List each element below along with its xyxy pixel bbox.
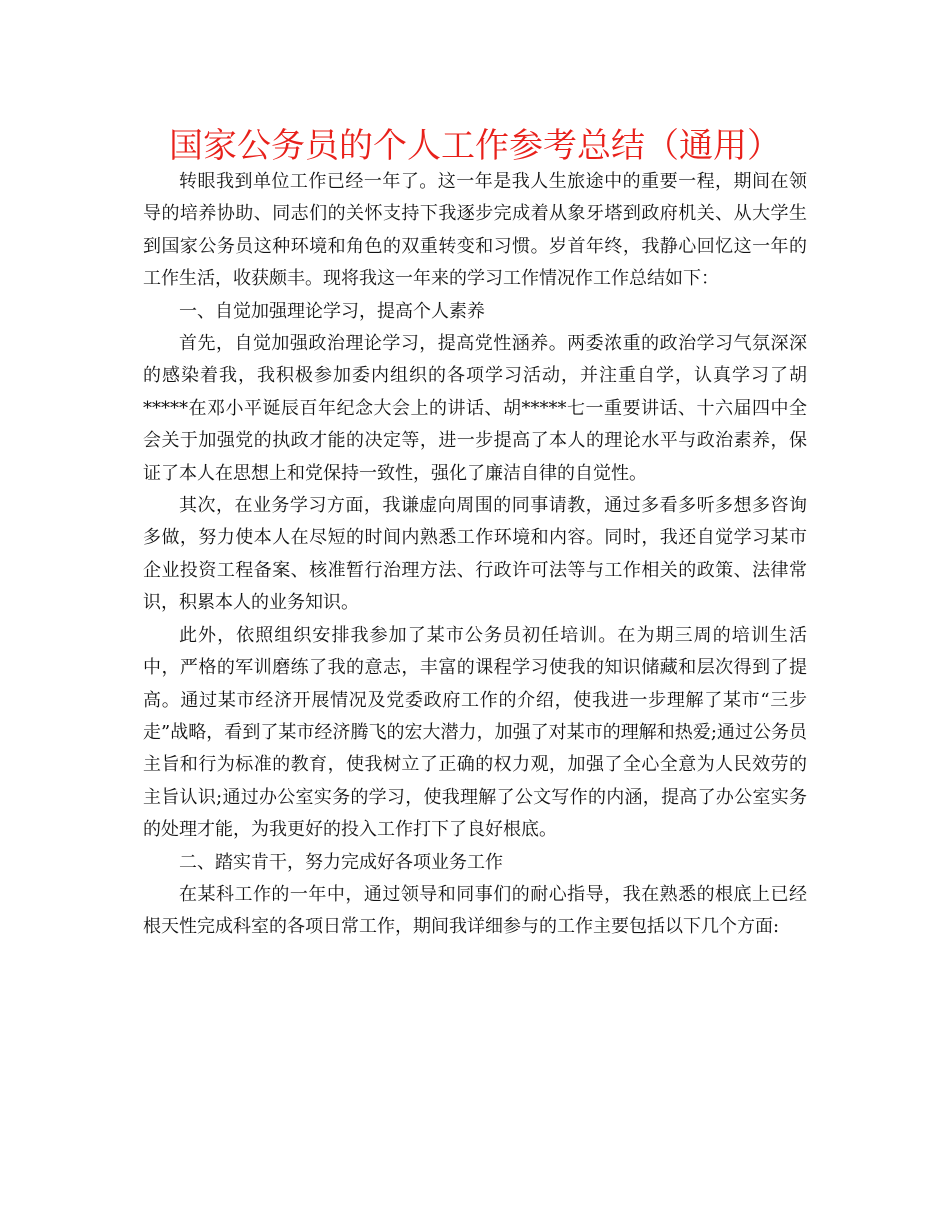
- paragraph-work-intro: 在某科工作的一年中，通过领导和同事们的耐心指导，我在熟悉的根底上已经根天性完成科室的各项日常工作，期间我详细参与的工作主要包括以下几个方面:: [143, 883, 807, 938]
- section-heading-2: 二、踏实肯干，努力完成好各项业务工作: [179, 851, 503, 873]
- paragraph-business-study: 其次，在业务学习方面，我谦虚向周围的同事请教，通过多看多听多想多咨询多做，努力使本人在尽短的时间内熟悉工作环境和内容。同时，我还自觉学习某市企业投资工程备案、核准暂行治理方法、行政许可法等与工作相关的政策、法律常识，积累本人的业务知识。: [143, 495, 807, 614]
- paragraph-political-study: 首先，自觉加强政治理论学习，提高党性涵养。两委浓重的政治学习气氛深深的感染着我，我积极参加委内组织的各项学习活动，并注重自学，认真学习了胡*****在邓小平诞辰百年纪念大会上的讲话、胡*****七一重要讲话、十六届四中全会关于加强党的执政才能的决定等，进一步提高了本人的理论水平与政治素养，保证了本人在思想上和党保持一致性，强化了廉洁自律的自觉性。: [143, 333, 807, 484]
- paragraph-intro: 转眼我到单位工作已经一年了。这一年是我人生旅途中的重要一程，期间在领导的培养协助、同志们的关怀支持下我逐步完成着从象牙塔到政府机关、从大学生到国家公务员这种环境和角色的双重转变和习惯。岁首年终，我静心回忆这一年的工作生活，收获颇丰。现将我这一年来的学习工作情况作工作总结如下：: [143, 171, 807, 290]
- document-title: 国家公务员的个人工作参考总结（通用）: [169, 126, 781, 166]
- document-body: [143, 166, 807, 944]
- paragraph-training: 此外，依照组织安排我参加了某市公务员初任培训。在为期三周的培训生活中，严格的军训磨练了我的意志，丰富的课程学习使我的知识储藏和层次得到了提高。通过某市经济开展情况及党委政府工作的介绍，使我进一步理解了某市“三步走”战略，看到了某市经济腾飞的宏大潜力，加强了对某市的理解和热爱;通过公务员主旨和行为标准的教育，使我树立了正确的权力观，加强了全心全意为人民效劳的主旨认识;通过办公室实务的学习，使我理解了公文写作的内涵，提高了办公室实务的处理才能，为我更好的投入工作打下了良好根底。: [143, 624, 807, 841]
- section-heading-1: 一、自觉加强理论学习，提高个人素养: [179, 300, 485, 322]
